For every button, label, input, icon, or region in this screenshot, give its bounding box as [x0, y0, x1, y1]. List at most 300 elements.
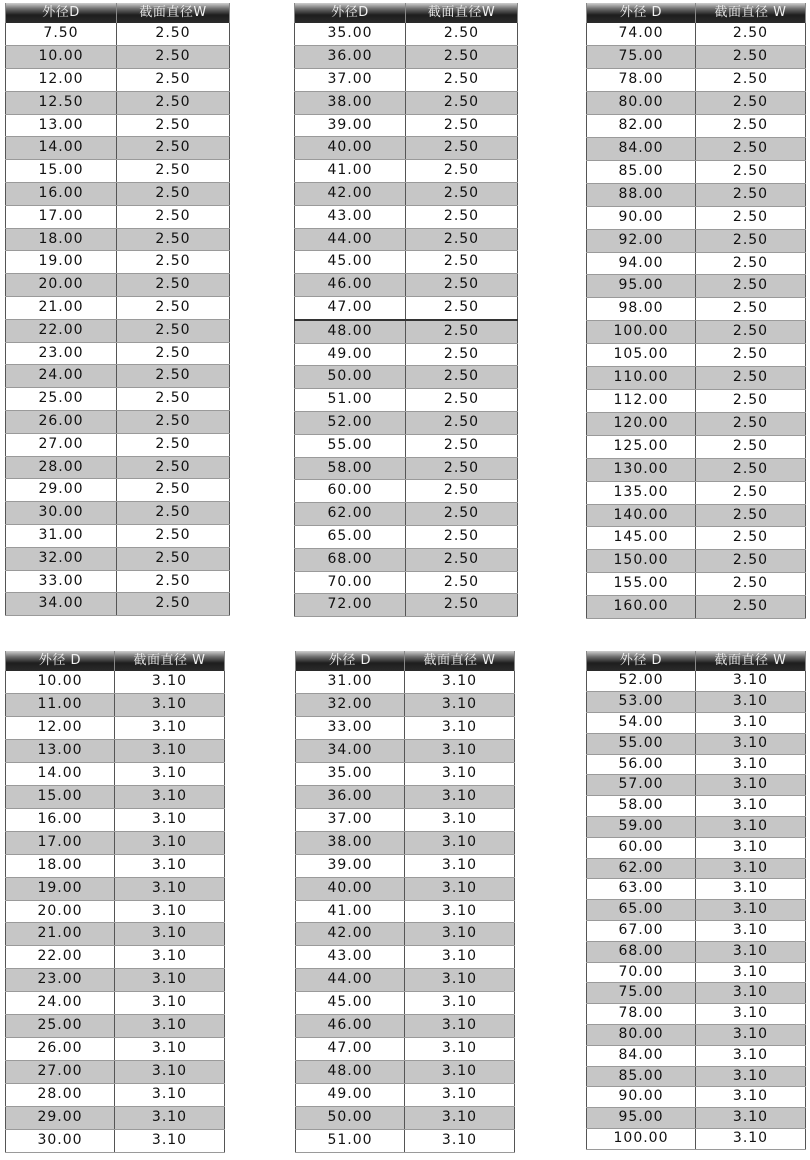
- table-row: [296, 740, 515, 763]
- cross-section-cell: 2.50: [696, 69, 806, 92]
- outer-diameter-cell: 35.00: [296, 763, 405, 786]
- cross-section-cell: 2.50: [696, 458, 806, 481]
- table-row: [296, 1129, 515, 1152]
- cross-section-cell: 2.50: [696, 183, 806, 206]
- outer-diameter-cell: 78.00: [587, 1004, 696, 1025]
- outer-diameter-cell: 65.00: [295, 526, 406, 549]
- table-row: [295, 205, 518, 228]
- outer-diameter-cell: 16.00: [6, 183, 117, 206]
- table-w310-c: [586, 651, 806, 1150]
- outer-diameter-cell: 46.00: [295, 274, 406, 297]
- outer-diameter-cell: 28.00: [6, 1083, 115, 1106]
- cross-section-cell: 2.50: [117, 23, 230, 46]
- table-row: [587, 367, 806, 390]
- outer-diameter-cell: 58.00: [587, 796, 696, 817]
- cross-section-cell: 2.50: [117, 411, 230, 434]
- table-row: [295, 228, 518, 251]
- cross-section-cell: 3.10: [696, 754, 806, 775]
- table-row: [587, 1129, 806, 1150]
- cross-section-cell: 3.10: [696, 713, 806, 734]
- table-row: [587, 962, 806, 983]
- cross-section-cell: 3.10: [405, 1129, 515, 1152]
- outer-diameter-cell: 18.00: [6, 228, 117, 251]
- table-row: [587, 550, 806, 573]
- table-row: [587, 692, 806, 713]
- outer-diameter-cell: 30.00: [6, 1129, 115, 1152]
- table-row: [6, 923, 225, 946]
- cross-section-cell: 2.50: [117, 137, 230, 160]
- table-row: [6, 1015, 225, 1038]
- table-row: [296, 900, 515, 923]
- outer-diameter-cell: 52.00: [587, 671, 696, 692]
- outer-diameter-cell: 12.00: [6, 69, 117, 92]
- cross-section-cell: 2.50: [696, 481, 806, 504]
- cross-section-cell: 2.50: [406, 412, 518, 435]
- outer-diameter-cell: 85.00: [587, 1066, 696, 1087]
- outer-diameter-cell: 19.00: [6, 251, 117, 274]
- cross-section-cell: 3.10: [115, 694, 225, 717]
- cross-section-cell: 2.50: [406, 434, 518, 457]
- cross-section-cell: 2.50: [696, 23, 806, 46]
- table-row: [6, 992, 225, 1015]
- cross-section-cell: 2.50: [696, 596, 806, 619]
- table-row: [296, 923, 515, 946]
- table-row: [587, 229, 806, 252]
- table-w250-c: [586, 3, 806, 619]
- table-row: [6, 969, 225, 992]
- cross-section-cell: 2.50: [117, 547, 230, 570]
- cross-section-cell: 2.50: [696, 321, 806, 344]
- outer-diameter-cell: 80.00: [587, 92, 696, 115]
- outer-diameter-cell: 130.00: [587, 458, 696, 481]
- table-w250-b: [294, 3, 518, 617]
- table-row: [6, 1083, 225, 1106]
- cross-section-cell: 3.10: [405, 786, 515, 809]
- table-row: [587, 504, 806, 527]
- cross-section-cell: 3.10: [696, 983, 806, 1004]
- outer-diameter-cell: 12.50: [6, 91, 117, 114]
- table-row: [296, 1083, 515, 1106]
- outer-diameter-cell: 24.00: [6, 365, 117, 388]
- table-row: [587, 344, 806, 367]
- outer-diameter-cell: 20.00: [6, 900, 115, 923]
- table-row: [6, 717, 225, 740]
- table-row: [587, 160, 806, 183]
- cross-section-cell: 2.50: [406, 571, 518, 594]
- table-row: [6, 877, 225, 900]
- cross-section-cell: 2.50: [696, 367, 806, 390]
- cross-section-cell: 2.50: [406, 526, 518, 549]
- outer-diameter-cell: 17.00: [6, 205, 117, 228]
- table-row: [295, 366, 518, 389]
- table-row: [587, 713, 806, 734]
- cross-section-cell: 3.10: [405, 1083, 515, 1106]
- outer-diameter-cell: 38.00: [296, 831, 405, 854]
- table-row: [587, 983, 806, 1004]
- cross-section-cell: 2.50: [406, 594, 518, 617]
- table-row: [295, 503, 518, 526]
- table-header-row: [587, 3, 806, 23]
- table-row: [295, 251, 518, 274]
- outer-diameter-cell: 55.00: [587, 733, 696, 754]
- cross-section-cell: 2.50: [406, 251, 518, 274]
- cross-section-cell: 2.50: [406, 183, 518, 206]
- table-row: [587, 921, 806, 942]
- table-row: [295, 571, 518, 594]
- outer-diameter-cell: 16.00: [6, 808, 115, 831]
- cross-section-cell: 3.10: [696, 900, 806, 921]
- table-row: [587, 206, 806, 229]
- outer-diameter-cell: 19.00: [6, 877, 115, 900]
- cross-section-cell: 3.10: [405, 1037, 515, 1060]
- outer-diameter-cell: 95.00: [587, 275, 696, 298]
- table-row: [587, 796, 806, 817]
- table-row: [295, 69, 518, 92]
- table-row: [6, 1060, 225, 1083]
- table-header-row: [587, 651, 806, 671]
- table-row: [6, 1106, 225, 1129]
- outer-diameter-cell: 17.00: [6, 831, 115, 854]
- cross-section-cell: 3.10: [405, 763, 515, 786]
- outer-diameter-cell: 49.00: [296, 1083, 405, 1106]
- cross-section-cell: 3.10: [696, 858, 806, 879]
- table-header-row: [6, 3, 230, 23]
- cross-section-cell: 3.10: [696, 1025, 806, 1046]
- cross-section-cell: 2.50: [406, 23, 518, 46]
- table-row: [296, 786, 515, 809]
- header-outer-diameter: 外径D: [6, 3, 117, 23]
- header-outer-diameter: 外径 D: [6, 651, 115, 671]
- table-row: [6, 900, 225, 923]
- table-row: [295, 412, 518, 435]
- table-row: [6, 593, 230, 616]
- cross-section-cell: 3.10: [696, 692, 806, 713]
- outer-diameter-cell: 21.00: [6, 297, 117, 320]
- cross-section-cell: 3.10: [115, 786, 225, 809]
- table-row: [296, 946, 515, 969]
- table-row: [296, 969, 515, 992]
- table-row: [587, 298, 806, 321]
- table-header-row: [295, 3, 518, 23]
- table-header-row: [296, 651, 515, 671]
- cross-section-cell: 2.50: [406, 114, 518, 137]
- table-row: [6, 570, 230, 593]
- table-row: [296, 854, 515, 877]
- cross-section-cell: 2.50: [117, 525, 230, 548]
- outer-diameter-cell: 34.00: [296, 740, 405, 763]
- cross-section-cell: 2.50: [696, 298, 806, 321]
- outer-diameter-cell: 45.00: [295, 251, 406, 274]
- header-cross-section: 截面直径 W: [696, 3, 806, 23]
- cross-section-cell: 3.10: [115, 1037, 225, 1060]
- outer-diameter-cell: 67.00: [587, 921, 696, 942]
- cross-section-cell: 3.10: [405, 992, 515, 1015]
- outer-diameter-cell: 45.00: [296, 992, 405, 1015]
- outer-diameter-cell: 33.00: [296, 717, 405, 740]
- table-row: [295, 343, 518, 366]
- outer-diameter-cell: 44.00: [295, 228, 406, 251]
- table-row: [587, 671, 806, 692]
- outer-diameter-cell: 32.00: [296, 694, 405, 717]
- outer-diameter-cell: 27.00: [6, 1060, 115, 1083]
- table-row: [587, 596, 806, 619]
- cross-section-cell: 2.50: [696, 46, 806, 69]
- cross-section-cell: 3.10: [405, 694, 515, 717]
- cross-section-cell: 2.50: [117, 228, 230, 251]
- table-row: [295, 480, 518, 503]
- outer-diameter-cell: 55.00: [295, 434, 406, 457]
- outer-diameter-cell: 37.00: [295, 69, 406, 92]
- table-row: [587, 775, 806, 796]
- table-row: [295, 23, 518, 46]
- outer-diameter-cell: 40.00: [295, 137, 406, 160]
- cross-section-cell: 2.50: [406, 160, 518, 183]
- table-row: [587, 252, 806, 275]
- cross-section-cell: 2.50: [117, 433, 230, 456]
- table-row: [6, 91, 230, 114]
- table-w250-a: [5, 3, 230, 616]
- cross-section-cell: 2.50: [696, 92, 806, 115]
- table-row: [295, 297, 518, 320]
- cross-section-cell: 3.10: [696, 879, 806, 900]
- table-row: [587, 1087, 806, 1108]
- cross-section-cell: 3.10: [115, 831, 225, 854]
- cross-section-cell: 2.50: [117, 319, 230, 342]
- outer-diameter-cell: 60.00: [587, 837, 696, 858]
- cross-section-cell: 3.10: [405, 1015, 515, 1038]
- cross-section-cell: 3.10: [405, 969, 515, 992]
- cross-section-cell: 3.10: [115, 1060, 225, 1083]
- outer-diameter-cell: 24.00: [6, 992, 115, 1015]
- outer-diameter-cell: 94.00: [587, 252, 696, 275]
- table-row: [587, 1025, 806, 1046]
- cross-section-cell: 2.50: [406, 343, 518, 366]
- cross-section-cell: 3.10: [696, 962, 806, 983]
- table-row: [295, 160, 518, 183]
- outer-diameter-cell: 14.00: [6, 763, 115, 786]
- cross-section-cell: 2.50: [406, 548, 518, 571]
- cross-section-cell: 2.50: [696, 229, 806, 252]
- outer-diameter-cell: 63.00: [587, 879, 696, 900]
- table-row: [6, 946, 225, 969]
- header-cross-section: 截面直径 W: [696, 651, 806, 671]
- outer-diameter-cell: 36.00: [296, 786, 405, 809]
- header-outer-diameter: 外径 D: [587, 3, 696, 23]
- outer-diameter-cell: 85.00: [587, 160, 696, 183]
- header-cross-section: 截面直径W: [406, 3, 518, 23]
- cross-section-cell: 2.50: [406, 297, 518, 320]
- cross-section-cell: 3.10: [405, 717, 515, 740]
- outer-diameter-cell: 39.00: [295, 114, 406, 137]
- cross-section-cell: 2.50: [406, 137, 518, 160]
- cross-section-cell: 2.50: [117, 205, 230, 228]
- table-row: [587, 1108, 806, 1129]
- cross-section-cell: 3.10: [405, 1106, 515, 1129]
- outer-diameter-cell: 47.00: [296, 1037, 405, 1060]
- cross-section-cell: 2.50: [117, 183, 230, 206]
- table-row: [296, 717, 515, 740]
- table-row: [295, 457, 518, 480]
- cross-section-cell: 2.50: [406, 457, 518, 480]
- table-row: [587, 1066, 806, 1087]
- cross-section-cell: 3.10: [405, 946, 515, 969]
- cross-section-cell: 3.10: [696, 1108, 806, 1129]
- cross-section-cell: 2.50: [696, 573, 806, 596]
- table-w310-a: [5, 651, 225, 1153]
- outer-diameter-cell: 75.00: [587, 46, 696, 69]
- cross-section-cell: 2.50: [696, 160, 806, 183]
- cross-section-cell: 3.10: [696, 941, 806, 962]
- outer-diameter-cell: 27.00: [6, 433, 117, 456]
- table-row: [296, 763, 515, 786]
- outer-diameter-cell: 30.00: [6, 502, 117, 525]
- table-row: [587, 115, 806, 138]
- outer-diameter-cell: 125.00: [587, 435, 696, 458]
- table-row: [6, 46, 230, 69]
- outer-diameter-cell: 26.00: [6, 1037, 115, 1060]
- outer-diameter-cell: 23.00: [6, 342, 117, 365]
- outer-diameter-cell: 47.00: [295, 297, 406, 320]
- table-row: [6, 319, 230, 342]
- outer-diameter-cell: 56.00: [587, 754, 696, 775]
- cross-section-cell: 2.50: [406, 274, 518, 297]
- table-row: [6, 525, 230, 548]
- outer-diameter-cell: 53.00: [587, 692, 696, 713]
- table-row: [6, 694, 225, 717]
- outer-diameter-cell: 57.00: [587, 775, 696, 796]
- outer-diameter-cell: 29.00: [6, 479, 117, 502]
- table-row: [6, 342, 230, 365]
- outer-diameter-cell: 25.00: [6, 388, 117, 411]
- cross-section-cell: 3.10: [405, 808, 515, 831]
- outer-diameter-cell: 44.00: [296, 969, 405, 992]
- outer-diameter-cell: 13.00: [6, 114, 117, 137]
- outer-diameter-cell: 29.00: [6, 1106, 115, 1129]
- outer-diameter-cell: 62.00: [295, 503, 406, 526]
- outer-diameter-cell: 41.00: [295, 160, 406, 183]
- table-row: [587, 435, 806, 458]
- table-row: [295, 320, 518, 343]
- table-row: [295, 91, 518, 114]
- outer-diameter-cell: 35.00: [295, 23, 406, 46]
- cross-section-cell: 3.10: [405, 671, 515, 694]
- cross-section-cell: 2.50: [117, 456, 230, 479]
- cross-section-cell: 2.50: [406, 46, 518, 69]
- table-row: [587, 183, 806, 206]
- outer-diameter-cell: 90.00: [587, 1087, 696, 1108]
- cross-section-cell: 3.10: [405, 831, 515, 854]
- cross-section-cell: 3.10: [115, 992, 225, 1015]
- cross-section-cell: 2.50: [696, 206, 806, 229]
- outer-diameter-cell: 20.00: [6, 274, 117, 297]
- outer-diameter-cell: 15.00: [6, 160, 117, 183]
- table-row: [587, 23, 806, 46]
- table-row: [295, 594, 518, 617]
- outer-diameter-cell: 95.00: [587, 1108, 696, 1129]
- outer-diameter-cell: 82.00: [587, 115, 696, 138]
- outer-diameter-cell: 80.00: [587, 1025, 696, 1046]
- outer-diameter-cell: 36.00: [295, 46, 406, 69]
- outer-diameter-cell: 68.00: [587, 941, 696, 962]
- table-row: [296, 1015, 515, 1038]
- cross-section-cell: 2.50: [117, 342, 230, 365]
- outer-diameter-cell: 42.00: [296, 923, 405, 946]
- cross-section-cell: 2.50: [696, 252, 806, 275]
- cross-section-cell: 2.50: [117, 479, 230, 502]
- outer-diameter-cell: 54.00: [587, 713, 696, 734]
- outer-diameter-cell: 28.00: [6, 456, 117, 479]
- table-row: [6, 137, 230, 160]
- cross-section-cell: 3.10: [115, 877, 225, 900]
- cross-section-cell: 3.10: [115, 946, 225, 969]
- cross-section-cell: 2.50: [117, 251, 230, 274]
- table-row: [296, 808, 515, 831]
- table-row: [587, 481, 806, 504]
- table-row: [6, 1037, 225, 1060]
- cross-section-cell: 3.10: [696, 837, 806, 858]
- table-row: [296, 694, 515, 717]
- table-row: [295, 434, 518, 457]
- cross-section-cell: 3.10: [405, 877, 515, 900]
- cross-section-cell: 3.10: [696, 1004, 806, 1025]
- cross-section-cell: 3.10: [115, 969, 225, 992]
- outer-diameter-cell: 70.00: [587, 962, 696, 983]
- cross-section-cell: 2.50: [696, 527, 806, 550]
- cross-section-cell: 2.50: [696, 344, 806, 367]
- outer-diameter-cell: 21.00: [6, 923, 115, 946]
- header-cross-section: 截面直径 W: [115, 651, 225, 671]
- outer-diameter-cell: 22.00: [6, 946, 115, 969]
- table-row: [295, 548, 518, 571]
- cross-section-cell: 3.10: [115, 717, 225, 740]
- table-row: [6, 23, 230, 46]
- cross-section-cell: 2.50: [406, 366, 518, 389]
- outer-diameter-cell: 13.00: [6, 740, 115, 763]
- outer-diameter-cell: 62.00: [587, 858, 696, 879]
- cross-section-cell: 3.10: [405, 854, 515, 877]
- cross-section-cell: 3.10: [696, 1087, 806, 1108]
- table-row: [295, 274, 518, 297]
- cross-section-cell: 2.50: [696, 435, 806, 458]
- outer-diameter-cell: 10.00: [6, 46, 117, 69]
- table-row: [587, 389, 806, 412]
- outer-diameter-cell: 90.00: [587, 206, 696, 229]
- outer-diameter-cell: 135.00: [587, 481, 696, 504]
- cross-section-cell: 2.50: [117, 160, 230, 183]
- table-row: [587, 941, 806, 962]
- header-cross-section: 截面直径 W: [405, 651, 515, 671]
- cross-section-cell: 3.10: [405, 740, 515, 763]
- cross-section-cell: 3.10: [696, 775, 806, 796]
- table-row: [6, 808, 225, 831]
- cross-section-cell: 2.50: [406, 320, 518, 343]
- outer-diameter-cell: 7.50: [6, 23, 117, 46]
- table-row: [587, 412, 806, 435]
- cross-section-cell: 3.10: [115, 900, 225, 923]
- outer-diameter-cell: 43.00: [296, 946, 405, 969]
- table-row: [296, 877, 515, 900]
- outer-diameter-cell: 31.00: [296, 671, 405, 694]
- table-row: [587, 46, 806, 69]
- cross-section-cell: 2.50: [406, 205, 518, 228]
- outer-diameter-cell: 11.00: [6, 694, 115, 717]
- outer-diameter-cell: 160.00: [587, 596, 696, 619]
- table-row: [587, 1045, 806, 1066]
- table-row: [6, 854, 225, 877]
- outer-diameter-cell: 39.00: [296, 854, 405, 877]
- outer-diameter-cell: 18.00: [6, 854, 115, 877]
- outer-diameter-cell: 38.00: [295, 91, 406, 114]
